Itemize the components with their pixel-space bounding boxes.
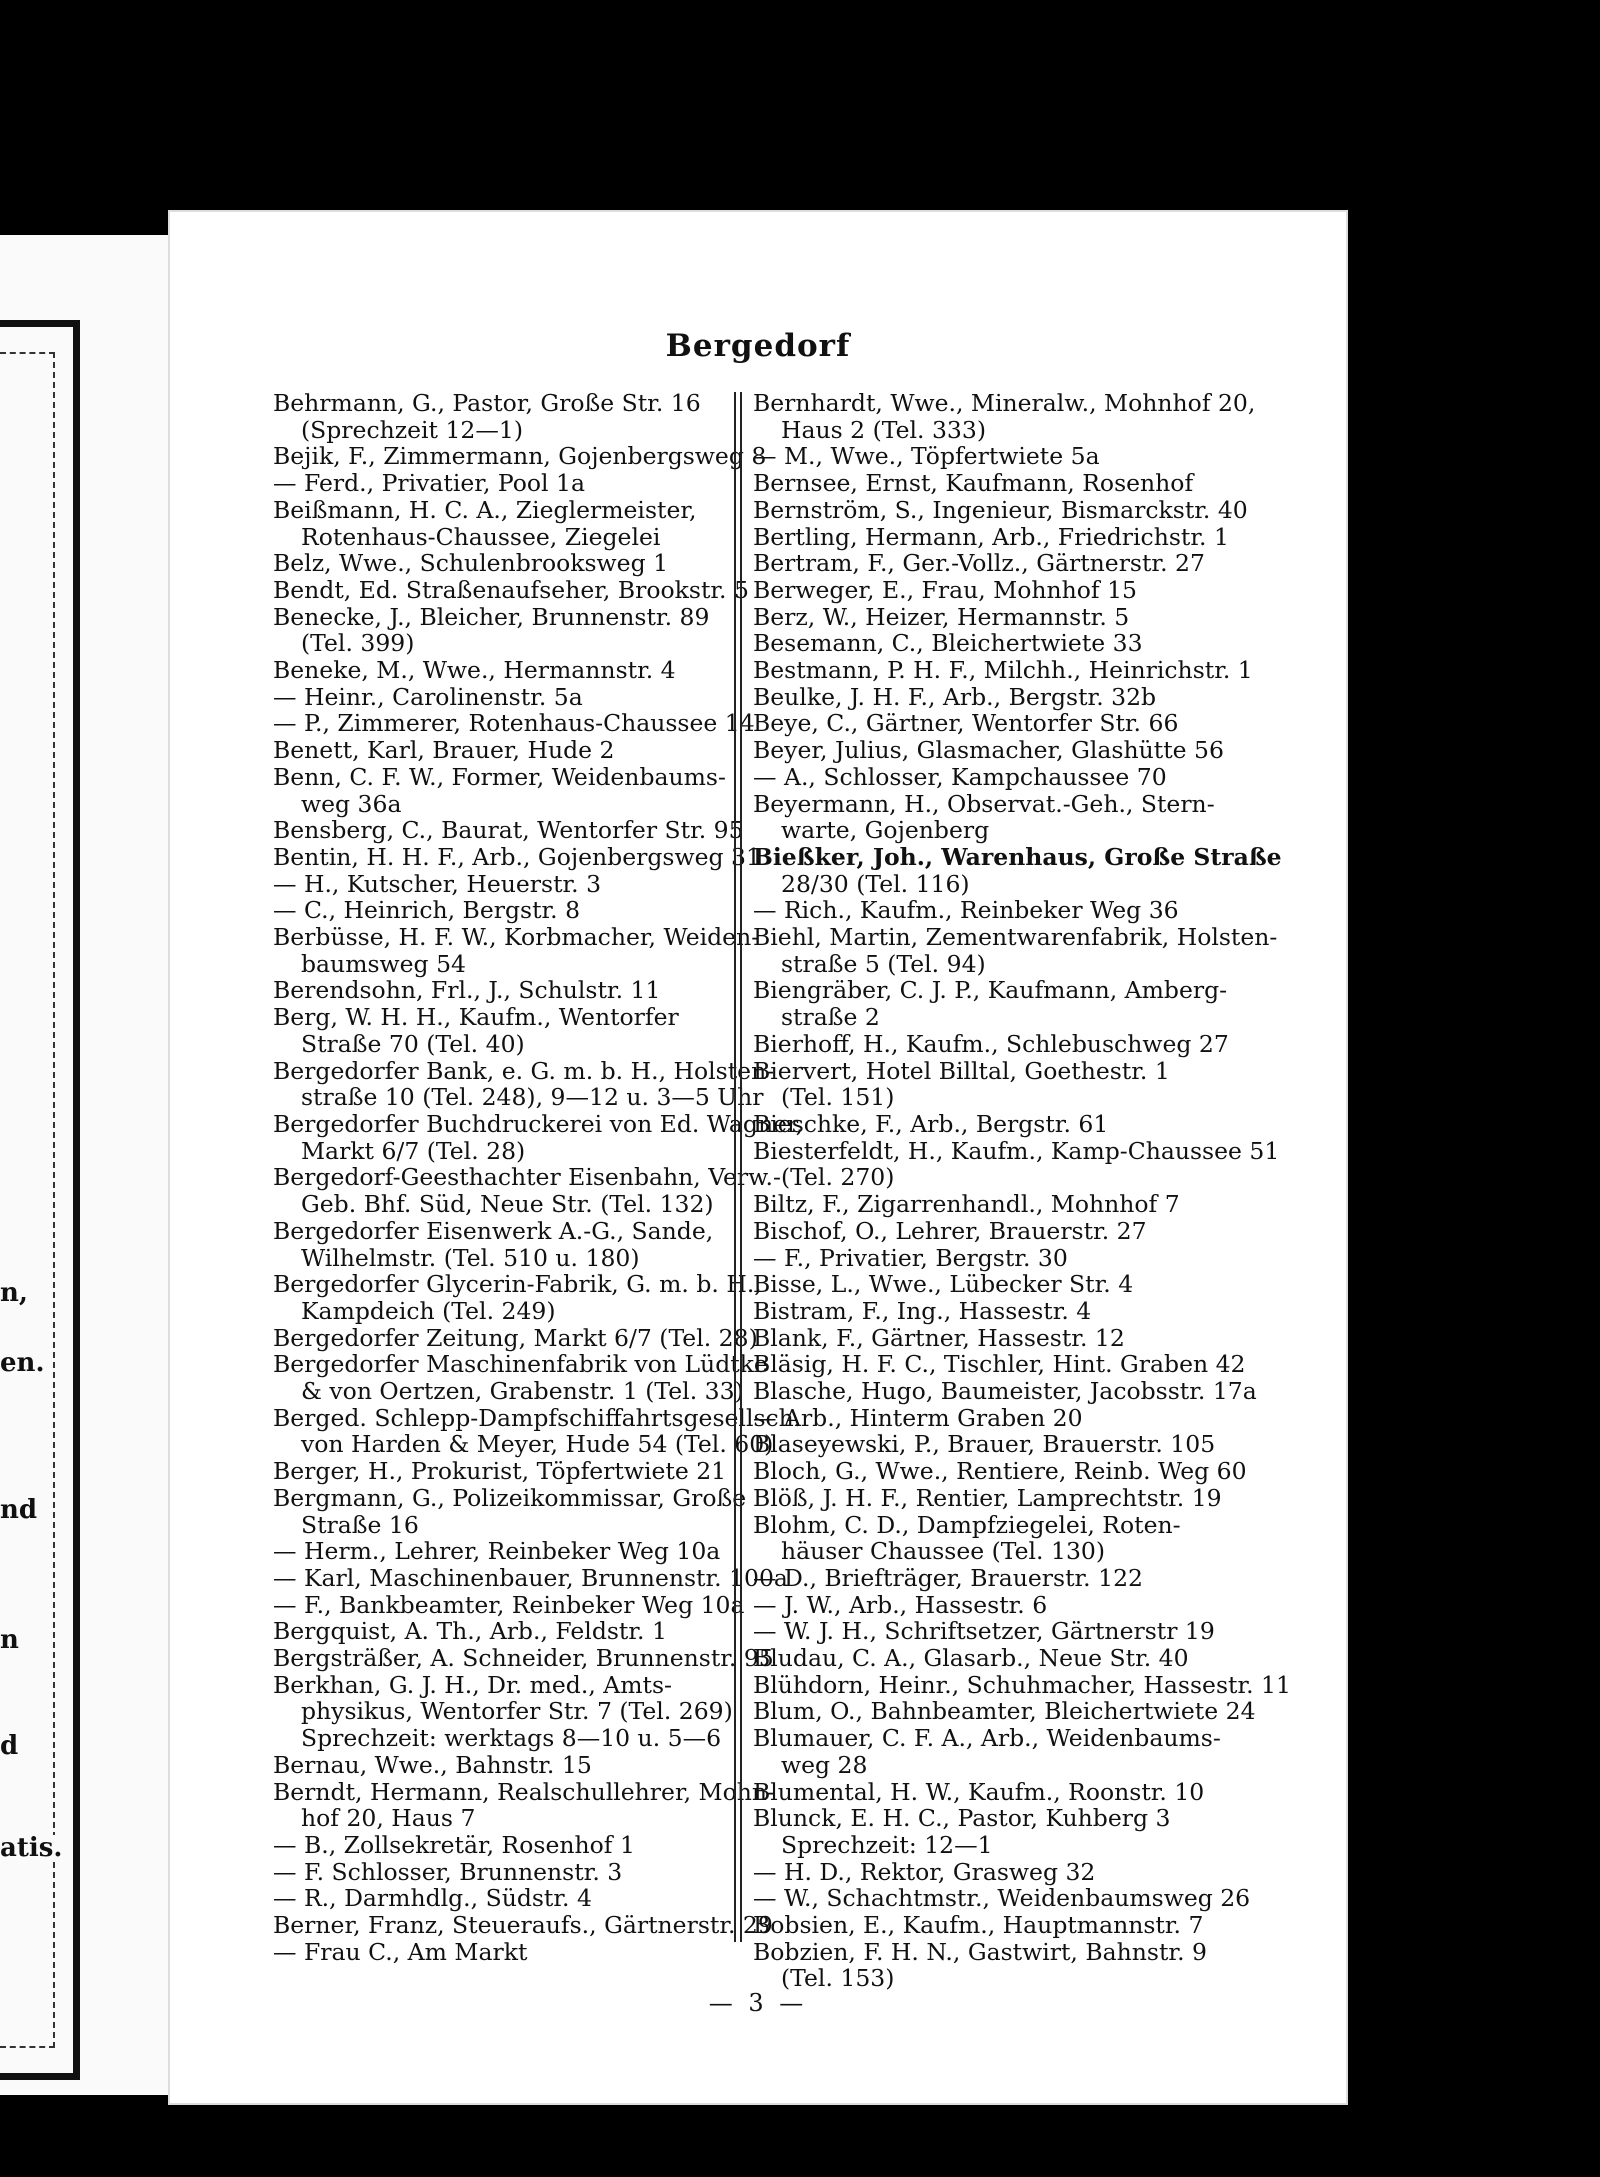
directory-entry-line: — M., Wwe., Töpfertwiete 5a	[753, 442, 1100, 471]
directory-entry-line: Blaseyewski, P., Brauer, Brauerstr. 105	[753, 1430, 1216, 1459]
directory-entry-line: Biervert, Hotel Billtal, Goethestr. 1	[753, 1056, 1170, 1085]
directory-entry-line: — F. Schlosser, Brunnenstr. 3	[273, 1857, 623, 1886]
directory-entry-line: (Sprechzeit 12—1)	[301, 415, 523, 444]
directory-entry-line: Geb. Bhf. Süd, Neue Str. (Tel. 132)	[301, 1190, 714, 1219]
directory-entry-line: (Tel. 151)	[781, 1083, 895, 1112]
directory-entry-line: Straße 70 (Tel. 40)	[301, 1029, 525, 1058]
adjacent-page-fragment: nd	[0, 1497, 41, 1523]
directory-entry-line: Bernhardt, Wwe., Mineralw., Mohnhof 20,	[753, 389, 1256, 417]
directory-entry-line: Bertram, F., Ger.-Vollz., Gärtnerstr. 27	[753, 549, 1205, 578]
directory-entry-line: Beye, C., Gärtner, Wentorfer Str. 66	[753, 709, 1179, 738]
directory-entry-line: — Karl, Maschinenbauer, Brunnenstr. 100a	[273, 1563, 788, 1592]
adjacent-page-fragment: n	[0, 1627, 23, 1653]
directory-entry-line: Beißmann, H. C. A., Zieglermeister,	[273, 495, 697, 524]
directory-entry-line: (Tel. 153)	[781, 1964, 895, 1993]
directory-entry-line: — Rich., Kaufm., Reinbeker Weg 36	[753, 896, 1179, 925]
directory-entry-line: Benett, Karl, Brauer, Hude 2	[273, 736, 615, 765]
directory-entry-line: Bieschke, F., Arb., Bergstr. 61	[753, 1109, 1109, 1138]
column-divider	[734, 392, 742, 1942]
directory-entry-line: straße 2	[781, 1003, 880, 1032]
directory-entry-line: Berendsohn, Frl., J., Schulstr. 11	[273, 976, 661, 1005]
directory-entry-line: — C., Heinrich, Bergstr. 8	[273, 896, 581, 925]
directory-entry-line: von Harden & Meyer, Hude 54 (Tel. 60)	[301, 1430, 774, 1459]
directory-entry-line: Bistram, F., Ing., Hassestr. 4	[753, 1296, 1092, 1325]
directory-entry-line: (Tel. 399)	[301, 629, 415, 658]
directory-entry-line: Bertling, Hermann, Arb., Friedrichstr. 1	[753, 522, 1229, 551]
directory-entry-line: Berner, Franz, Steueraufs., Gärtnerstr. 29	[273, 1911, 773, 1940]
directory-entry-line: — H. D., Rektor, Grasweg 32	[753, 1857, 1096, 1886]
directory-entry-line: Biltz, F., Zigarrenhandl., Mohnhof 7	[753, 1190, 1180, 1219]
directory-entry-line: Markt 6/7 (Tel. 28)	[301, 1136, 526, 1165]
adjacent-page-fragment: d	[0, 1733, 22, 1759]
adjacent-page-border	[0, 320, 80, 2080]
directory-entry-line: Berz, W., Heizer, Hermannstr. 5	[753, 602, 1130, 631]
directory-entry-line: Belz, Wwe., Schulenbrooksweg 1	[273, 549, 669, 578]
directory-entry-line: Bestmann, P. H. F., Milchh., Heinrichstr. 1	[753, 656, 1253, 685]
directory-entry-line: Bergedorfer Buchdruckerei von Ed. Wagner,	[273, 1109, 804, 1138]
directory-entry-line: straße 5 (Tel. 94)	[781, 949, 986, 978]
directory-entry-line: Bisse, L., Wwe., Lübecker Str. 4	[753, 1270, 1134, 1299]
directory-entry-line: — H., Kutscher, Heuerstr. 3	[273, 869, 602, 898]
directory-entry-line: Bernau, Wwe., Bahnstr. 15	[273, 1750, 592, 1779]
directory-entry-line: Biesterfeldt, H., Kaufm., Kamp-Chaussee 51	[753, 1136, 1280, 1165]
directory-entry-line: Bergmann, G., Polizeikommissar, Große	[273, 1483, 747, 1512]
directory-entry-line: Bobzien, F. H. N., Gastwirt, Bahnstr. 9	[753, 1937, 1207, 1966]
directory-page	[168, 210, 1348, 2105]
adjacent-page-edge	[0, 235, 170, 2095]
directory-entry-line: Berbüsse, H. F. W., Korbmacher, Weiden-	[273, 923, 760, 952]
directory-entry-line: Bobsien, E., Kaufm., Hauptmannstr. 7	[753, 1911, 1204, 1940]
directory-entry-line: Berged. Schlepp-Dampfschiffahrtsgesellsch.	[273, 1403, 802, 1432]
directory-entry-line: Benn, C. F. W., Former, Weidenbaums-	[273, 762, 726, 791]
directory-entry-line: hof 20, Haus 7	[301, 1804, 476, 1833]
directory-entry-line: — D., Briefträger, Brauerstr. 122	[753, 1563, 1143, 1592]
directory-entry-line: Sprechzeit: werktags 8—10 u. 5—6	[301, 1724, 722, 1753]
directory-entry-line: — Herm., Lehrer, Reinbeker Weg 10a	[273, 1537, 721, 1566]
directory-entry-line: Bläsig, H. F. C., Tischler, Hint. Graben 42	[753, 1350, 1246, 1379]
directory-entry-line: Berg, W. H. H., Kaufm., Wentorfer	[273, 1003, 679, 1032]
directory-entry-line: Besemann, C., Bleichertwiete 33	[753, 629, 1143, 658]
directory-entry-line: 28/30 (Tel. 116)	[781, 869, 970, 898]
directory-entry-line: — Ferd., Privatier, Pool 1a	[273, 469, 585, 498]
directory-entry-line: — F., Bankbeamter, Reinbeker Weg 10a	[273, 1590, 745, 1619]
directory-entry-line: Bloch, G., Wwe., Rentiere, Reinb. Weg 60	[753, 1457, 1247, 1486]
adjacent-page-fragment: n,	[0, 1280, 32, 1306]
directory-entry-line: Bentin, H. H. F., Arb., Gojenbergsweg 31	[273, 842, 761, 871]
directory-entry-line: — P., Zimmerer, Rotenhaus-Chaussee 14	[273, 709, 755, 738]
directory-entry-line: Wilhelmstr. (Tel. 510 u. 180)	[301, 1243, 640, 1272]
directory-entry-line: Bergsträßer, A. Schneider, Brunnenstr. 95	[273, 1644, 774, 1673]
directory-entry-line: Blumental, H. W., Kaufm., Roonstr. 10	[753, 1777, 1205, 1806]
directory-entry-line: Berweger, E., Frau, Mohnhof 15	[753, 575, 1137, 604]
directory-entry-line: Straße 16	[301, 1510, 419, 1539]
page-number: — 3 —	[708, 1989, 808, 2017]
directory-entry-line: weg 36a	[301, 789, 402, 818]
directory-entry-line: Beneke, M., Wwe., Hermannstr. 4	[273, 656, 676, 685]
directory-entry-line: Rotenhaus-Chaussee, Ziegelei	[301, 522, 661, 551]
directory-entry-line: — R., Darmhdlg., Südstr. 4	[273, 1884, 592, 1913]
directory-entry-line: warte, Gojenberg	[781, 816, 990, 845]
right-column	[753, 389, 1291, 1993]
directory-entry-line: Blank, F., Gärtner, Hassestr. 12	[753, 1323, 1125, 1352]
directory-entry-line: Blühdorn, Heinr., Schuhmacher, Hassestr. 11	[753, 1670, 1291, 1699]
directory-entry-line: — J. W., Arb., Hassestr. 6	[753, 1590, 1048, 1619]
directory-entry-line: Biengräber, C. J. P., Kaufmann, Amberg-	[753, 976, 1228, 1005]
directory-entry-line: Bensberg, C., Baurat, Wentorfer Str. 95	[273, 816, 744, 845]
directory-entry-line: Bischof, O., Lehrer, Brauerstr. 27	[753, 1216, 1147, 1245]
directory-entry-line: — A., Schlosser, Kampchaussee 70	[753, 762, 1167, 791]
directory-entry-line: Blunck, E. H. C., Pastor, Kuhberg 3	[753, 1804, 1171, 1833]
directory-entry-line: weg 28	[781, 1750, 868, 1779]
directory-entry-line: Blöß, J. H. F., Rentier, Lamprechtstr. 19	[753, 1483, 1222, 1512]
directory-entry-line: Beyermann, H., Observat.-Geh., Stern-	[753, 789, 1215, 818]
directory-entry-line: (Tel. 270)	[781, 1163, 895, 1192]
directory-entry-line: Benecke, J., Bleicher, Brunnenstr. 89	[273, 602, 710, 631]
directory-entry-line: Blumauer, C. F. A., Arb., Weidenbaums-	[753, 1724, 1221, 1753]
directory-entry-line: Bierhoff, H., Kaufm., Schlebuschweg 27	[753, 1029, 1229, 1058]
directory-entry-line: Haus 2 (Tel. 333)	[781, 415, 986, 444]
directory-entry-line: baumsweg 54	[301, 949, 466, 978]
directory-entry-line: Berger, H., Prokurist, Töpfertwiete 21	[273, 1457, 727, 1486]
directory-entry-line: Bendt, Ed. Straßenaufseher, Brookstr. 5	[273, 575, 749, 604]
directory-entry-line: — W. J. H., Schriftsetzer, Gärtnerstr 19	[753, 1617, 1215, 1646]
adjacent-page-fragment: en.	[0, 1350, 49, 1376]
directory-entry-line: Bernström, S., Ingenieur, Bismarckstr. 40	[753, 495, 1248, 524]
adjacent-page-fragment: atis.	[0, 1835, 66, 1861]
page-title: Bergedorf	[665, 328, 851, 364]
directory-entry-line: Bergedorfer Glycerin-Fabrik, G. m. b. H.,	[273, 1270, 762, 1299]
directory-entry-line: Kampdeich (Tel. 249)	[301, 1296, 556, 1325]
directory-entry-line: Bergedorf-Geesthachter Eisenbahn, Verw.-	[273, 1163, 781, 1192]
directory-entry-line: — W., Schachtmstr., Weidenbaumsweg 26	[753, 1884, 1251, 1913]
directory-entry-line: & von Oertzen, Grabenstr. 1 (Tel. 33)	[301, 1377, 744, 1406]
directory-entry-line: Blum, O., Bahnbeamter, Bleichertwiete 24	[753, 1697, 1256, 1726]
directory-entry-line: Beulke, J. H. F., Arb., Bergstr. 32b	[753, 682, 1157, 711]
directory-entry-line: Sprechzeit: 12—1	[781, 1830, 993, 1859]
directory-entry-line: Bergedorfer Eisenwerk A.-G., Sande,	[273, 1216, 714, 1245]
directory-entry-line: Berkhan, G. J. H., Dr. med., Amts-	[273, 1670, 672, 1699]
directory-entry-line: Behrmann, G., Pastor, Große Str. 16	[273, 389, 701, 417]
directory-entry-line: häuser Chaussee (Tel. 130)	[781, 1537, 1106, 1566]
directory-entry-line: — B., Zollsekretär, Rosenhof 1	[273, 1830, 635, 1859]
directory-entry-line: Bejik, F., Zimmermann, Gojenbergsweg 8	[273, 442, 767, 471]
directory-entry-line: Bergquist, A. Th., Arb., Feldstr. 1	[273, 1617, 667, 1646]
left-column	[273, 389, 804, 1966]
directory-entry-line: — Arb., Hinterm Graben 20	[753, 1403, 1083, 1432]
directory-entry-line: Bergedorfer Zeitung, Markt 6/7 (Tel. 28)	[273, 1323, 758, 1352]
directory-entry-line: Bießker, Joh., Warenhaus, Große Straße	[753, 842, 1282, 871]
directory-entry-line: Bludau, C. A., Glasarb., Neue Str. 40	[753, 1644, 1189, 1673]
directory-entry-line: Bergedorfer Bank, e. G. m. b. H., Holsten-	[273, 1056, 775, 1085]
directory-entry-line: Beyer, Julius, Glasmacher, Glashütte 56	[753, 736, 1224, 765]
directory-entry-line: physikus, Wentorfer Str. 7 (Tel. 269)	[301, 1697, 733, 1726]
directory-entry-line: Bergedorfer Maschinenfabrik von Lüdtke	[273, 1350, 768, 1379]
directory-entry-line: — F., Privatier, Bergstr. 30	[753, 1243, 1068, 1272]
directory-entry-line: Blohm, C. D., Dampfziegelei, Roten-	[753, 1510, 1181, 1539]
directory-entry-line: Bernsee, Ernst, Kaufmann, Rosenhof	[753, 469, 1194, 498]
directory-entry-line: — Heinr., Carolinenstr. 5a	[273, 682, 583, 711]
directory-entry-line: — Frau C., Am Markt	[273, 1937, 528, 1966]
directory-entry-line: straße 10 (Tel. 248), 9—12 u. 3—5 Uhr	[301, 1083, 764, 1112]
directory-entry-line: Biehl, Martin, Zementwarenfabrik, Holsten-	[753, 923, 1278, 952]
directory-entry-line: Berndt, Hermann, Realschullehrer, Mohn-	[273, 1777, 775, 1806]
directory-entry-line: Blasche, Hugo, Baumeister, Jacobsstr. 17a	[753, 1377, 1257, 1406]
